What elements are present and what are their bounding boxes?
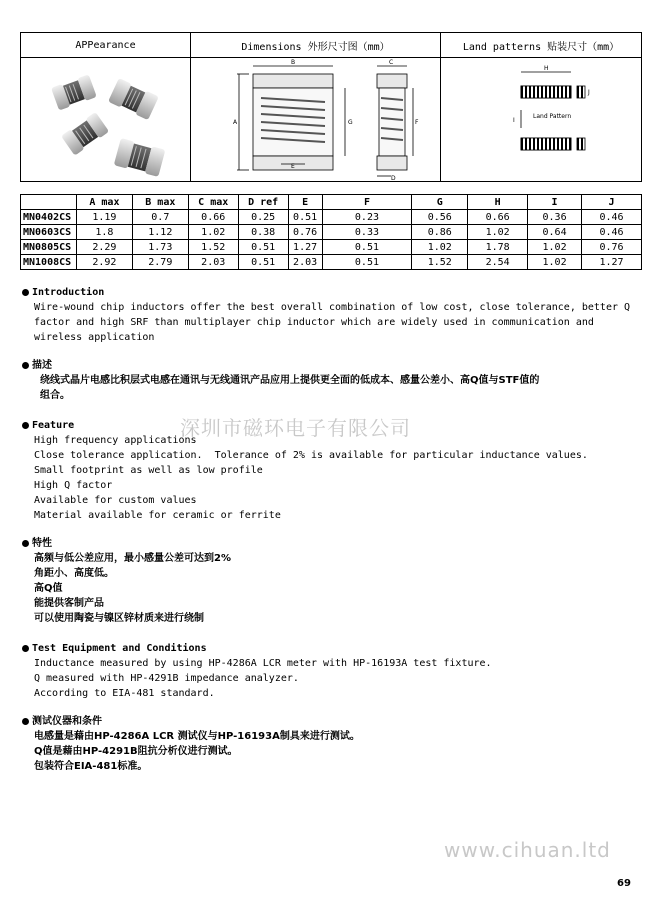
dim-label-c: C (389, 59, 394, 66)
feature-item: 能提供客制产品 (34, 598, 104, 609)
row-label: MN0402CS (21, 210, 77, 225)
cell: 0.64 (528, 225, 582, 240)
test-equipment-cn-section (22, 714, 360, 774)
bullet-icon (22, 422, 29, 429)
cell: 1.78 (468, 240, 528, 255)
cell: 0.51 (238, 240, 288, 255)
paragraph-line: Q值是藉由HP-4291B阻抗分析仪进行测试。 (34, 746, 238, 757)
svg-text:H: H (544, 65, 549, 72)
cell: 0.25 (238, 210, 288, 225)
col-header: J (582, 195, 642, 210)
feature-item: Close tolerance application. Tolerance of 2% is available for particular inductance values. (34, 450, 588, 461)
cell: 1.02 (528, 240, 582, 255)
dimensions-drawing-cell (191, 58, 441, 182)
col-header: B max (132, 195, 188, 210)
front-view (237, 66, 345, 170)
land-pattern-label: Land Pattern (533, 113, 572, 120)
row-label: MN0603CS (21, 225, 77, 240)
cell: 1.02 (412, 240, 468, 255)
paragraph-line: 绕线式晶片电感比积层式电感在通讯与无线通讯产品应用上提供更全面的低成本、感量公差小、高Q值与STF值的 (40, 375, 540, 386)
dim-label-d: D (391, 175, 396, 182)
cell: 2.29 (76, 240, 132, 255)
bullet-icon (22, 540, 29, 547)
cell: 0.33 (322, 225, 412, 240)
section-heading: Introduction (32, 287, 105, 298)
cell: 1.02 (468, 225, 528, 240)
cell: 1.27 (288, 240, 322, 255)
cell: 1.12 (132, 225, 188, 240)
feature-item: Small footprint as well as low profile (34, 465, 263, 476)
feature-cn-section (22, 536, 231, 626)
paragraph-line: wireless application (34, 332, 155, 343)
dimensions-header: Dimensions 外形尺寸图（mm） (191, 33, 441, 57)
bullet-icon (22, 718, 29, 725)
bullet-icon (22, 362, 29, 369)
land-pattern-cell (441, 58, 641, 182)
chip-photo-1 (51, 74, 97, 110)
appearance-header: APPearance (21, 33, 191, 57)
cell: 0.76 (288, 225, 322, 240)
bullet-icon (22, 289, 29, 296)
chip-photo-3 (61, 112, 109, 156)
cell: 0.56 (412, 210, 468, 225)
section-heading: 特性 (32, 538, 52, 549)
cell: 0.66 (468, 210, 528, 225)
cell: 1.19 (76, 210, 132, 225)
cell: 0.86 (412, 225, 468, 240)
col-header: A max (76, 195, 132, 210)
row-label: MN0805CS (21, 240, 77, 255)
col-header: G (412, 195, 468, 210)
table-row (21, 240, 642, 255)
cell: 2.03 (288, 255, 322, 270)
cell: 2.54 (468, 255, 528, 270)
col-header: F (322, 195, 412, 210)
cell: 2.79 (132, 255, 188, 270)
feature-item: Available for custom values (34, 495, 197, 506)
website-watermark: www.cihuan.ltd (444, 838, 611, 862)
feature-item: Material available for ceramic or ferrite (34, 510, 281, 521)
paragraph-line: Wire-wound chip inductors offer the best overall combination of low cost, close tolerance, better Q (34, 302, 631, 313)
appearance-photo-cell (21, 58, 191, 182)
cell: 0.51 (288, 210, 322, 225)
dimensions-header-row (21, 195, 642, 210)
cell: 0.7 (132, 210, 188, 225)
section-heading: Feature (32, 420, 75, 431)
cell: 1.02 (528, 255, 582, 270)
cell: 1.02 (188, 225, 238, 240)
dim-label-g: G (348, 119, 353, 126)
cell: 0.46 (582, 210, 642, 225)
dim-label-e: E (291, 163, 295, 170)
paragraph-line: 组合。 (40, 390, 70, 401)
cell: 0.38 (238, 225, 288, 240)
paragraph-line: According to EIA-481 standard. (34, 688, 215, 699)
paragraph-line: Inductance measured by using HP-4286A LCR meter with HP-16193A test fixture. (34, 658, 492, 669)
company-watermark: 深圳市磁环电子有限公司 (180, 416, 411, 440)
table-row (21, 210, 642, 225)
cell: 0.23 (322, 210, 412, 225)
land-pad-top (521, 86, 571, 98)
chip-photo-4 (114, 138, 166, 177)
land-patterns-header: Land patterns 贴装尺寸（mm） (462, 41, 620, 53)
feature-item: 角距小、高度低。 (34, 568, 114, 579)
dim-label-f: F (415, 119, 419, 126)
col-header: C max (188, 195, 238, 210)
page-number: 69 (617, 878, 631, 889)
test-equipment-section (22, 641, 492, 701)
cell: 2.92 (76, 255, 132, 270)
cell: 1.52 (188, 240, 238, 255)
col-header (21, 195, 77, 210)
cell: 0.36 (528, 210, 582, 225)
svg-text:J: J (588, 89, 590, 96)
cell: 2.03 (188, 255, 238, 270)
col-header: E (288, 195, 322, 210)
svg-text:I: I (513, 117, 515, 124)
cell: 0.46 (582, 225, 642, 240)
cell: 1.73 (132, 240, 188, 255)
feature-item: 可以使用陶瓷与镍区锌材质来进行绕制 (34, 613, 204, 624)
dim-label-b: B (291, 59, 296, 66)
dimensions-drawing (191, 58, 441, 182)
cell: 1.27 (582, 255, 642, 270)
col-header: H (468, 195, 528, 210)
table-row (21, 225, 642, 240)
paragraph-line: Q measured with HP-4291B impedance analyzer. (34, 673, 299, 684)
introduction-section (22, 285, 630, 345)
cell: 1.52 (412, 255, 468, 270)
paragraph-line: factor and high SRF than multiplayer chip inductor which are widely used in communication and (34, 317, 594, 328)
cell: 0.51 (322, 240, 412, 255)
col-header: I (528, 195, 582, 210)
cell: 1.8 (76, 225, 132, 240)
feature-item: 高Q值 (34, 583, 63, 594)
land-pattern-drawing (441, 58, 641, 182)
row-label: MN1008CS (21, 255, 77, 270)
spec-figure-table (20, 32, 642, 182)
feature-item: 高频与低公差应用，最小感量公差可达到2% (34, 553, 231, 564)
spec-figure-header (21, 33, 641, 58)
land-pad-bottom (521, 138, 571, 150)
chip-photo-2 (108, 78, 159, 120)
cell: 0.66 (188, 210, 238, 225)
cell: 0.76 (582, 240, 642, 255)
cell: 0.51 (322, 255, 412, 270)
col-header: D ref (238, 195, 288, 210)
side-view (377, 66, 413, 176)
section-heading: 测试仪器和条件 (32, 716, 102, 727)
bullet-icon (22, 645, 29, 652)
paragraph-line: 包装符合EIA-481标准。 (34, 761, 148, 772)
feature-section (22, 418, 588, 523)
cell: 0.51 (238, 255, 288, 270)
table-row (21, 255, 642, 270)
dim-label-a: A (233, 119, 238, 126)
dimensions-table (20, 194, 642, 270)
feature-item: High Q factor (34, 480, 113, 491)
chip-inductor-photos (21, 58, 190, 182)
paragraph-line: 电感量是藉由HP-4286A LCR 测试仪与HP-16193A制具来进行测试。 (34, 731, 360, 742)
section-heading: 描述 (32, 360, 52, 371)
section-heading: Test Equipment and Conditions (32, 643, 207, 654)
description-cn-section (22, 358, 539, 403)
feature-item: High frequency applications (34, 435, 197, 446)
